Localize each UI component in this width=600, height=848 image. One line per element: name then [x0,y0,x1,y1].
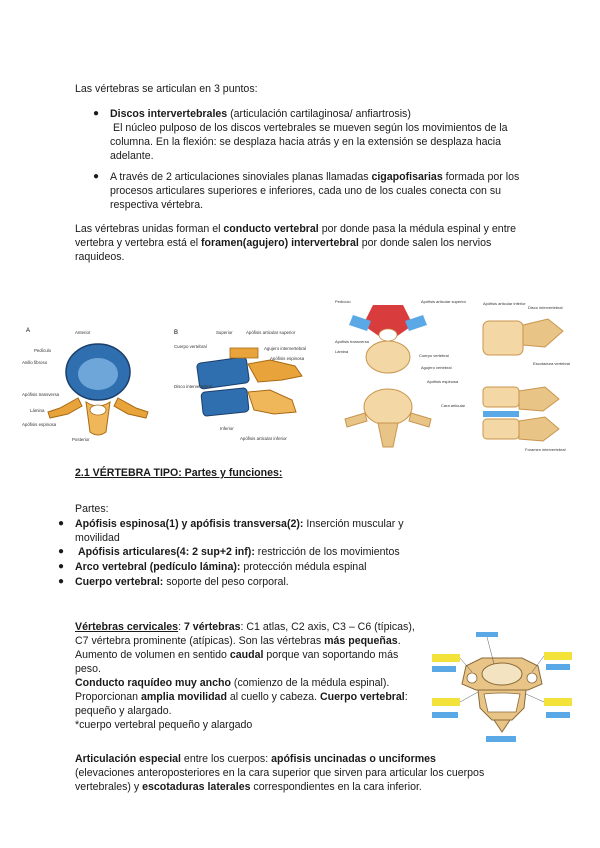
vertebra-figure-2 [333,295,581,455]
intro-text: Las vértebras se articulan en 3 puntos: [75,83,258,95]
vertebral-body-inferior [364,389,412,425]
text-run: : [404,691,408,703]
fig2-label: Escotadura vertebral [533,361,570,366]
text-run: : C1 atlas, C2 axis, C3 – C6 (típicas), [240,621,415,633]
text-run: caudal [229,649,264,661]
text-run: Proporcionan [75,691,141,703]
cervical-vertebra-figure [432,632,572,744]
cerv-line-5 [75,676,389,690]
discos-term: Discos intervertebrales [110,108,228,120]
panel-b-letter: B [174,330,179,336]
fig2-label: Cuerpo vertebral [419,353,449,358]
bullet: ● [58,576,65,587]
fig1-label: Pedículo [34,348,52,353]
fig2-label: Foramen intervertebral [525,447,566,452]
label-tag [432,698,460,706]
text-run: Vértebras cervicales [75,621,179,633]
cerv-line-7: pequeño y alargado. [75,705,172,717]
text-run: Apófisis espinosa(1) y apófisis transversa(2): [75,518,304,530]
text-run: formada por los [442,171,520,183]
label-tag [432,712,458,718]
panel-a-letter: A [26,328,31,334]
parts-item-1-cont: movilidad [75,532,120,544]
foramen-term: foramen(agujero) intervertebral [201,237,359,249]
fig2-label: Cara articular [441,403,466,408]
fig2-label: Agujero vertebral [421,365,452,370]
canal-line [75,222,516,236]
point-2-line: respectiva vértebra. [110,199,204,211]
artic-line-1 [75,752,436,766]
text-run: vertebra y vertebra está el [75,237,202,249]
text-run: Apófisis articulares(4: 2 sup+2 inf): [77,546,255,558]
text-run: . [397,635,401,647]
text-run: Aumento de volumen en sentido [75,649,230,661]
transverse-foramen-right [527,673,537,683]
cerv-line-1 [75,620,415,634]
text-run: Cuerpo vertebral [319,691,405,703]
text-run: soporte del peso corporal. [163,576,289,588]
text-run: protección médula espinal [240,561,367,573]
text-run: Articulación especial [75,753,181,765]
vertebral-body-lateral [483,321,523,355]
point-1-heading [110,107,411,121]
vertebral-body-illustration [366,341,410,373]
label-tag [546,664,570,670]
cervical-foramen [484,693,520,712]
artic-line-3 [75,780,422,794]
cerv-line-2 [75,634,401,648]
text-run: : [178,621,184,633]
label-tag [486,736,516,742]
cerv-line-4: peso. [75,663,101,675]
vertebral-foramen [90,405,106,415]
point-1-line: columna. En la flexión: se desplaza hacia atrás y en la extensión se desplaza hacia [110,136,502,148]
canal-line [75,236,491,250]
label-tag [544,698,572,706]
canal-line: raquideos. [75,251,125,263]
cervical-body [482,663,522,685]
stacked-body-lower [483,419,519,439]
fig1-label: Inferior [220,426,234,431]
text-run: C7 vértebra prominente (atípicas). Son las vértebras [75,635,325,647]
fig1-label: Agujero intervertebral [264,346,306,351]
fig2-label: Apófisis articular inferior [483,301,526,306]
text-run: por donde pasa la médula espinal y entre [318,223,517,235]
fig1-label: Apófisis espinosa [270,356,305,361]
conducto-term: conducto vertebral [223,223,319,235]
text-run: entre los cuerpos: [180,753,272,765]
point-1-line: El núcleo pulposo de los discos vertebrales se mueven según los movimientos de la [113,122,508,134]
transverse-foramen-left [467,673,477,683]
vertebra-figure-1 [20,320,312,445]
fig1-label: Superior [216,330,233,335]
text-run: por donde salen los nervios [358,237,492,249]
text-run: A través de 2 articulaciones sinoviales planas llamadas [110,171,372,183]
parts-item-3 [75,560,366,574]
label-tag [544,652,572,660]
point-2-line [110,170,519,184]
vertebral-body-lower [201,388,249,417]
bullet: ● [93,108,100,119]
bullet: ● [58,546,65,557]
fig2-label: Pedículo [335,299,351,304]
text-run: al cuello y cabeza. [226,691,320,703]
fig1-label: Lámina [30,408,45,413]
discos-paren: (articulación cartilaginosa/ anfiartrosis) [227,108,411,120]
fig1-label: Anillo fibroso [22,360,48,365]
vertebral-foramen [379,329,397,341]
parts-heading: Partes: [75,503,109,515]
nucleus-illustration [78,358,118,390]
fig1-label: Apófisis transversa [22,392,60,397]
bullet: ● [58,561,65,572]
fig2-label: Apófisis articular superior [421,299,466,304]
text-run: vertebrales) y [75,781,143,793]
point-1-line: adelante. [110,150,154,162]
artic-line-2: (elevaciones anteroposteriores en la cara superior que sirven para articular los cuerpos [75,767,485,779]
label-tag [432,654,460,662]
text-run: Las vértebras unidas forman el [75,223,224,235]
bullet: ● [93,171,100,182]
fig1-label: Apófisis articular inferior [240,436,287,441]
stacked-body-upper [483,387,519,407]
text-run: porque van soportando más [263,649,399,661]
cigapofisarias-term: cigapofisarias [371,171,443,183]
parts-item-1 [75,517,404,531]
text-run: apófisis uncinadas o unciformes [271,753,436,765]
fig2-label: Apófisis espinosa [427,379,459,384]
text-run: Inserción muscular y [303,518,404,530]
point-2-line: procesos articulares superiores e inferiores, cada uno de los cuales conecta con su [110,185,502,197]
parts-item-4 [75,575,289,589]
fig1-label: Apófisis articular superior [246,330,296,335]
text-run: (comienzo de la médula espinal). [230,677,390,689]
cerv-line-8: *cuerpo vertebral pequeño y alargado [75,719,253,731]
fig1-label: Cuerpo vertebral [174,344,207,349]
cerv-line-6 [75,690,408,704]
intervertebral-disc [483,411,519,417]
fig2-label: Disco intervertebral [528,305,563,310]
text-run: restricción de los movimientos [254,546,400,558]
label-tag [432,666,456,672]
text-run: Conducto raquídeo muy ancho [75,677,231,689]
articular-process [230,348,258,358]
fig1-label: Posterior [72,437,90,442]
fig1-label: Disco intervertebral [174,384,212,389]
text-run: más pequeñas [324,635,398,647]
label-tag [476,632,498,637]
fig2-label: Lámina [335,349,349,354]
text-run: 7 vértebras [183,621,241,633]
parts-item-2 [75,545,400,559]
label-tag [546,712,570,718]
fig1-label: Apófisis espinosa [22,422,57,427]
bullet: ● [58,518,65,529]
text-run: escotaduras laterales [142,781,251,793]
text-run: amplia movilidad [140,691,227,703]
section-title: 2.1 VÉRTEBRA TIPO: Partes y funciones: [75,467,283,479]
text-run: Arco vertebral (pedículo lámina): [75,561,241,573]
fig2-label: Apófisis transversa [335,339,369,344]
cerv-line-3 [75,648,398,662]
text-run: correspondientes en la cara inferior. [250,781,422,793]
text-run: Cuerpo vertebral: [75,576,164,588]
fig1-label: Anterior [75,330,91,335]
